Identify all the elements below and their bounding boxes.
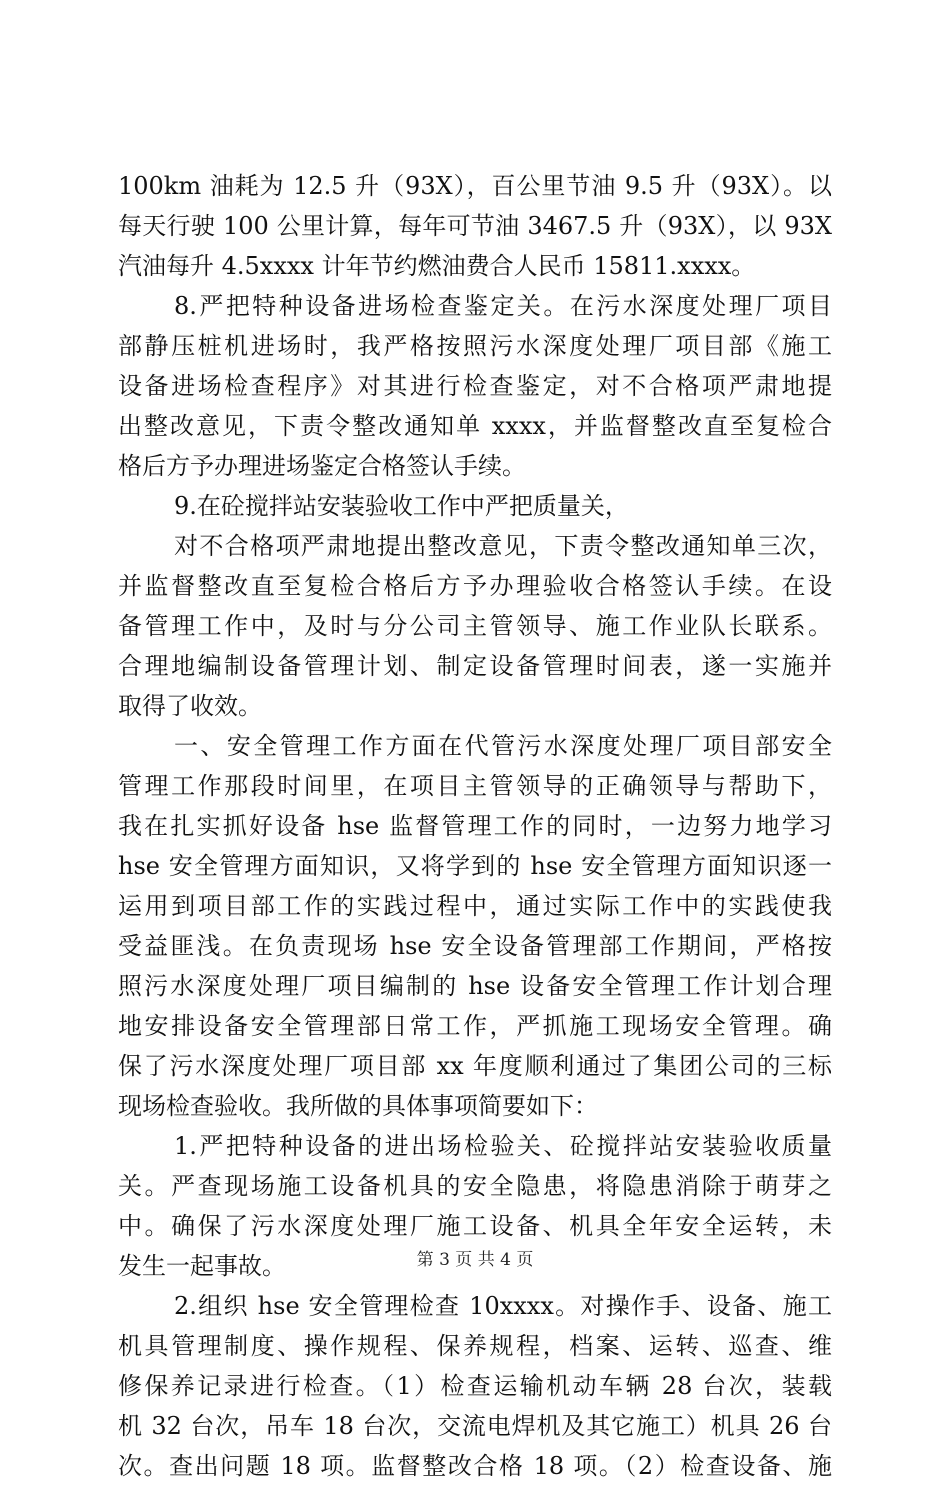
text-line: 对不合格项严肃地提出整改意见，下责令整改通知单三次， — [174, 532, 832, 560]
page-number: 第 3 页 共 4 页 — [416, 1250, 534, 1270]
text-line: 现场检查验收。我所做的具体事项简要如下： — [118, 1092, 598, 1120]
text-line: 修保养记录进行检查。（1）检查运输机动车辆 28 台次，装载 — [118, 1372, 832, 1400]
text-line: 合理地编制设备管理计划、制定设备管理时间表，遂一实施并 — [118, 652, 832, 680]
text-line: 运用到项目部工作的实践过程中，通过实际工作中的实践使我 — [118, 892, 832, 920]
text-line: 1.严把特种设备的进出场检验关、砼搅拌站安装验收质量 — [174, 1132, 832, 1160]
text-line: 受益匪浅。在负责现场 hse 安全设备管理部工作期间，严格按 — [118, 932, 832, 960]
text-line: 管理工作那段时间里，在项目主管领导的正确领导与帮助下， — [118, 772, 832, 800]
page-footer — [0, 1250, 950, 1270]
text-line: 汽油每升 4.5xxxx 计年节约燃油费合人民币 15811.xxxx。 — [118, 252, 756, 280]
text-line: 中。确保了污水深度处理厂施工设备、机具全年安全运转，未 — [118, 1212, 832, 1240]
text-line: 保了污水深度处理厂项目部 xx 年度顺利通过了集团公司的三标 — [118, 1052, 832, 1080]
text-line: 每天行驶 100 公里计算，每年可节油 3467.5 升（93X），以 93X — [118, 212, 832, 240]
text-line: hse 安全管理方面知识，又将学到的 hse 安全管理方面知识逐一 — [118, 852, 832, 880]
text-line: 9.在砼搅拌站安装验收工作中严把质量关， — [174, 492, 629, 520]
text-line: 出整改意见，下责令整改通知单 xxxx，并监督整改直至复检合 — [118, 412, 832, 440]
text-line: 一、安全管理工作方面在代管污水深度处理厂项目部安全 — [174, 732, 832, 760]
text-line: 照污水深度处理厂项目编制的 hse 设备安全管理工作计划合理 — [118, 972, 832, 1000]
text-line: 发生一起事故。 — [118, 1252, 286, 1280]
text-line: 关。严查现场施工设备机具的安全隐患，将隐患消除于萌芽之 — [118, 1172, 832, 1200]
text-line: 我在扎实抓好设备 hse 监督管理工作的同时，一边努力地学习 — [118, 812, 832, 840]
text-line: 100km 油耗为 12.5 升（93X），百公里节油 9.5 升（93X）。以 — [118, 172, 832, 200]
text-line: 机具管理制度、操作规程、保养规程，档案、运转、巡查、维 — [118, 1332, 832, 1360]
text-line: 设备进场检查程序》对其进行检查鉴定，对不合格项严肃地提 — [118, 372, 832, 400]
text-line: 取得了收效。 — [118, 692, 262, 720]
text-line: 备管理工作中，及时与分公司主管领导、施工作业队长联系。 — [118, 612, 832, 640]
text-line: 8.严把特种设备进场检查鉴定关。在污水深度处理厂项目 — [174, 292, 832, 320]
text-line: 部静压桩机进场时，我严格按照污水深度处理厂项目部《施工 — [118, 332, 832, 360]
text-line: 并监督整改直至复检合格后方予办理验收合格签认手续。在设 — [118, 572, 832, 600]
text-line: 机 32 台次，吊车 18 台次，交流电焊机及其它施工）机具 26 台 — [118, 1412, 832, 1440]
document-body — [118, 166, 832, 1486]
text-line: 次。查出问题 18 项。监督整改合格 18 项。（2）检查设备、施 — [118, 1452, 832, 1480]
text-line: 地安排设备安全管理部日常工作，严抓施工现场安全管理。确 — [118, 1012, 832, 1040]
text-line: 2.组织 hse 安全管理检查 10xxxx。对操作手、设备、施工 — [174, 1292, 832, 1320]
text-line: 格后方予办理进场鉴定合格签认手续。 — [118, 452, 526, 480]
